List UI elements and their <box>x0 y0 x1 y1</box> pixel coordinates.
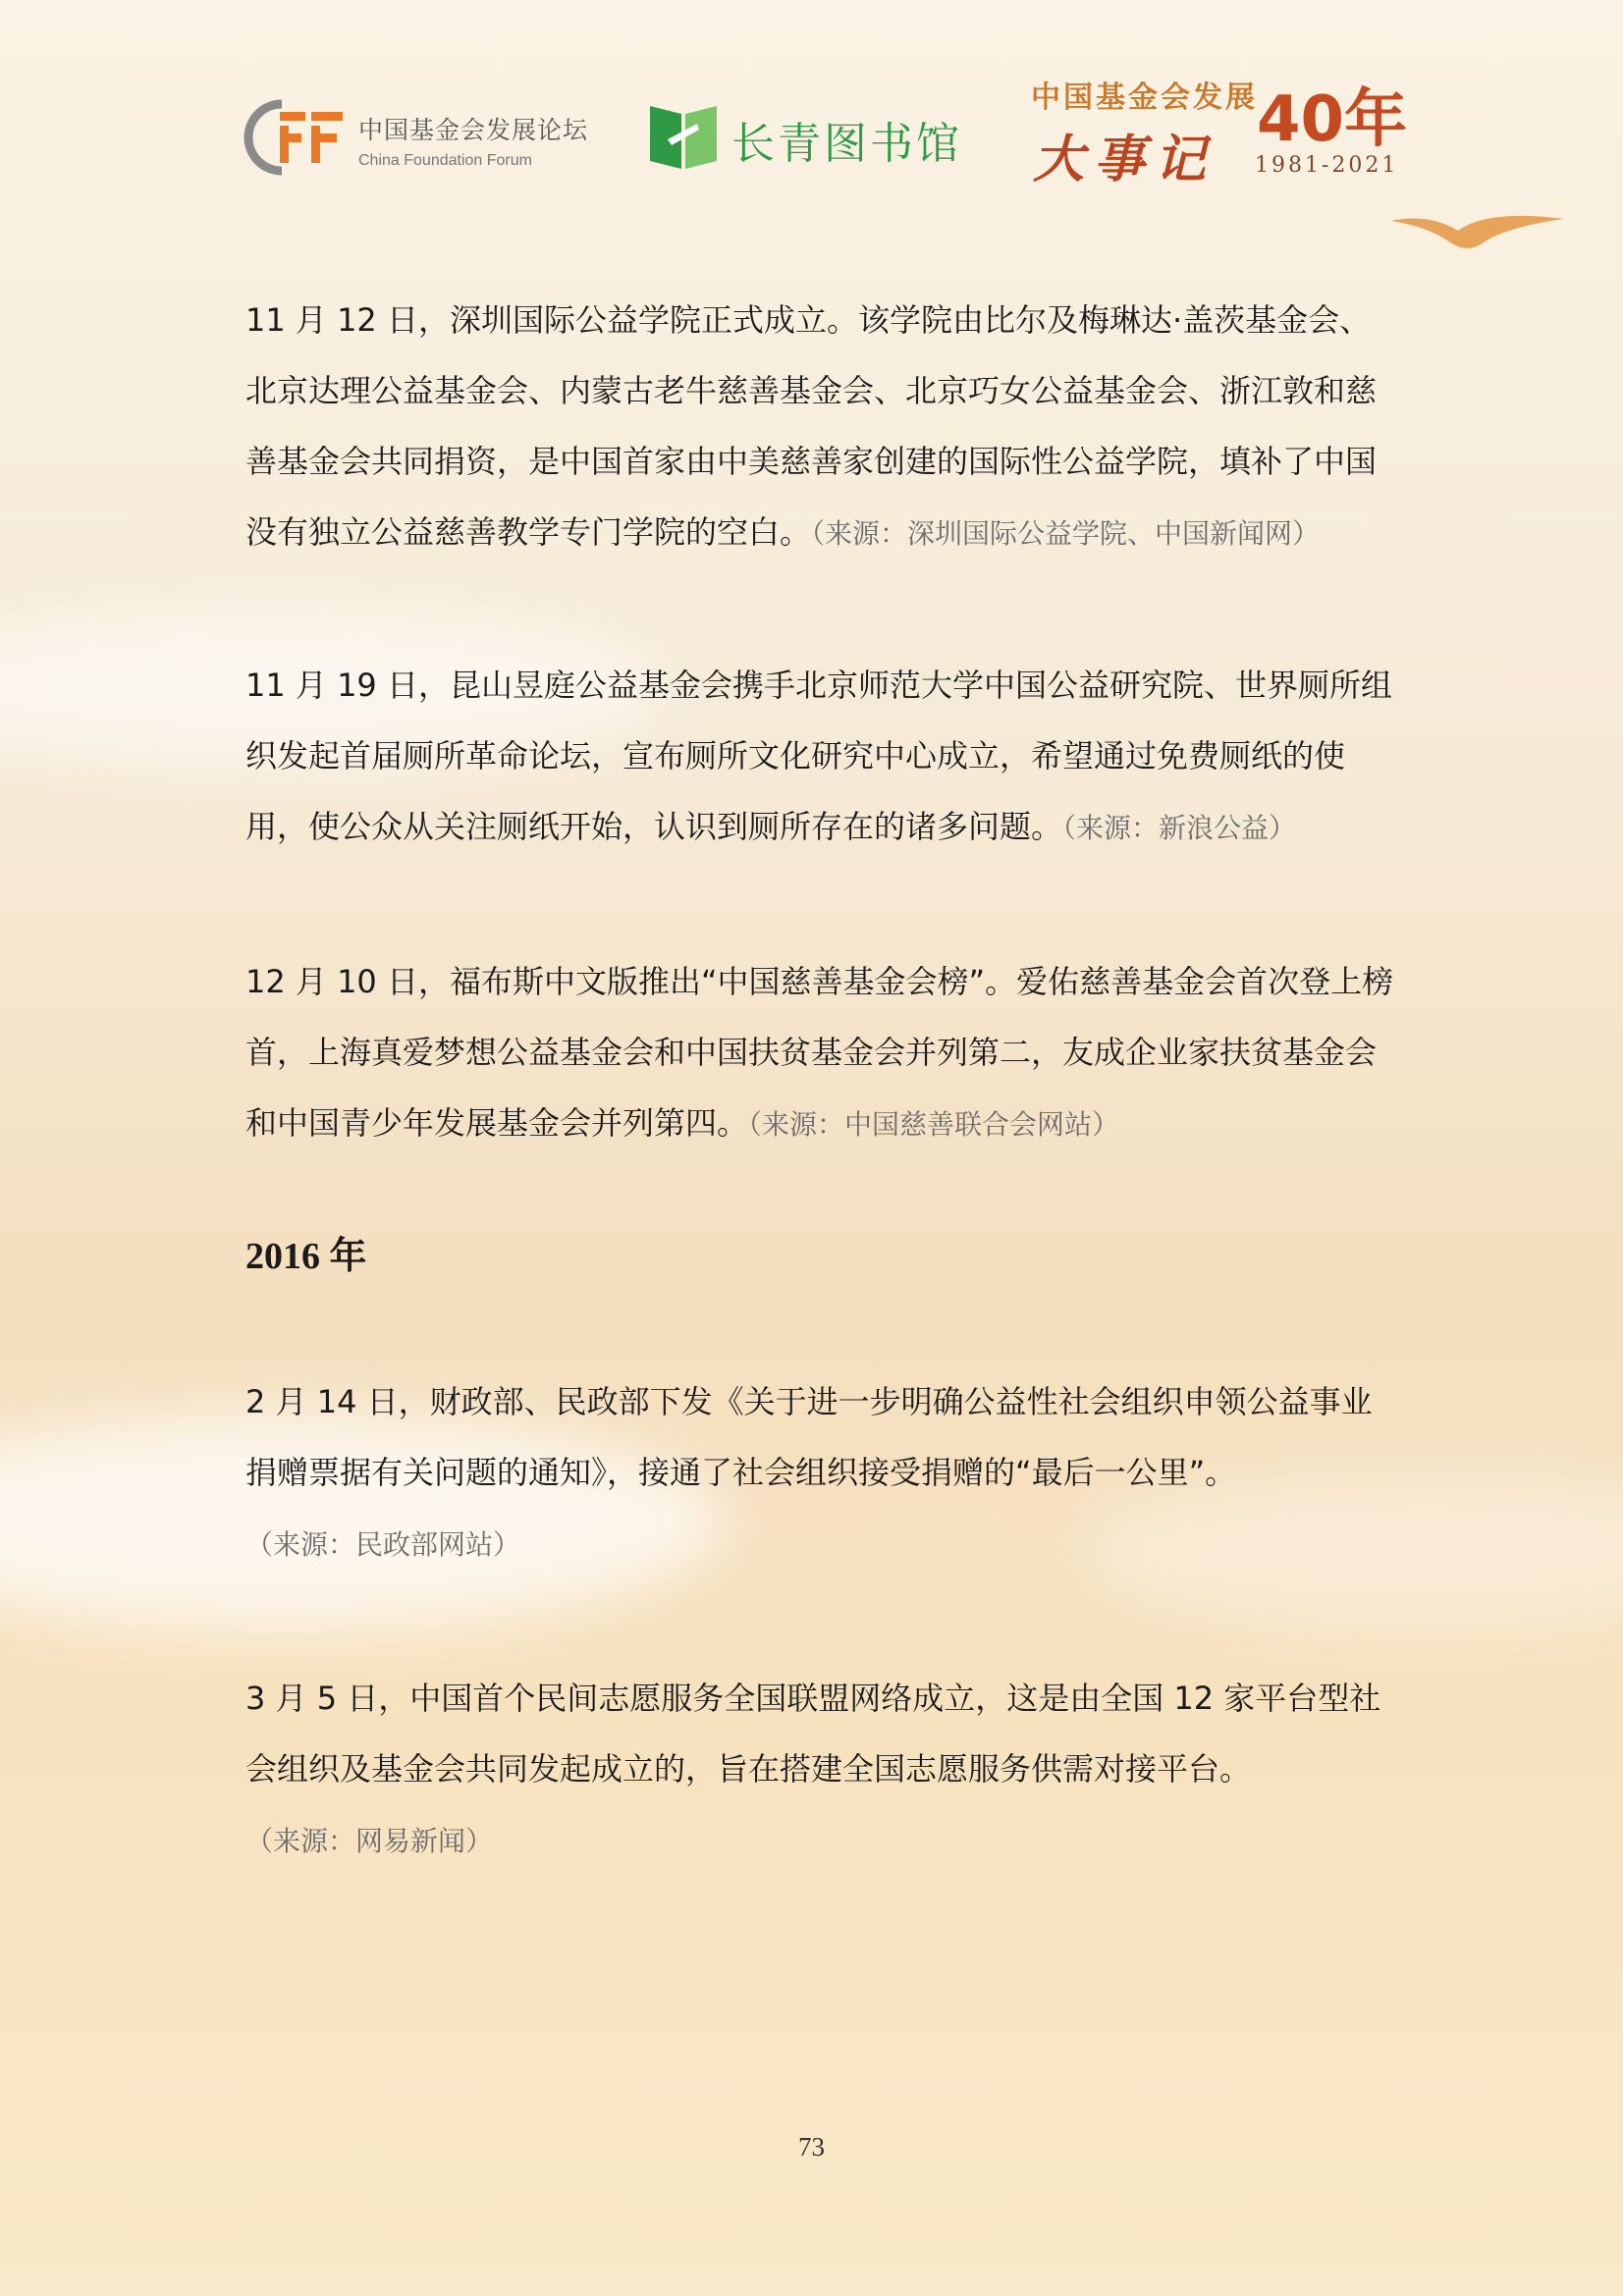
cff-logo-name-cn: 中国基金会发展论坛 <box>358 116 589 144</box>
chronicle-entry <box>245 1366 1394 1580</box>
entry-source: （来源：中国慈善联合会网站） <box>748 1108 1120 1141</box>
chronicle-entry <box>245 650 1394 864</box>
cff-logo-name-en: China Foundation Forum <box>358 152 532 169</box>
entry-text: 2 月 14 日，财政部、民政部下发《关于进一步明确公益性社会组织申领公益事业捐赠票据有关问题的通知》，接通了社会组织接受捐赠的“最后一公里”。 <box>245 1383 1373 1491</box>
entry-text: 11 月 12 日，深圳国际公益学院正式成立。该学院由比尔及梅琳达·盖茨基金会、北京达理公益基金会、内蒙古老牛慈善基金会、北京巧女公益基金会、浙江敦和慈善基金会共同捐资，是中国首家由中美慈善家创建的国际性公益学院，填补了中国没有独立公益慈善教学专门学院的空白。 <box>245 301 1378 551</box>
entry-source: （来源：民政部网站） <box>245 1528 521 1561</box>
page-number: 73 <box>798 2132 825 2162</box>
entry-text: 3 月 5 日，中国首个民间志愿服务全国联盟网络成立，这是由全国 12 家平台型社会组织及基金会共同发起成立的，旨在搭建全国志愿服务供需对接平台。 <box>245 1680 1381 1788</box>
chronicle-content <box>245 285 1394 1877</box>
cff-logo-text <box>358 111 588 170</box>
entry-source: （来源：新浪公益） <box>1062 812 1297 844</box>
chronicle-entry <box>245 1663 1394 1877</box>
entry-text: 11 月 19 日，昆山昱庭公益基金会携手北京师范大学中国公益研究院、世界厕所组织发起首届厕所革命论坛，宣布厕所文化研究中心成立，希望通过免费厕纸的使用，使公众从关注厕纸开始，认识到厕所存在的诸多问题。 <box>245 667 1392 845</box>
anniversary-logo-subtitle: 中国基金会发展 <box>1031 80 1258 115</box>
anniversary-logo-title: 大事记 <box>1033 130 1217 189</box>
flying-bird-icon <box>1389 201 1566 260</box>
entry-source: （来源：网易新闻） <box>245 1825 494 1857</box>
year-heading: 2016 年 <box>245 1236 367 1277</box>
chronicle-entry <box>245 285 1394 569</box>
chronicle-entry <box>245 946 1394 1160</box>
entry-text: 12 月 10 日，福布斯中文版推出“中国慈善基金会榜”。爱佑慈善基金会首次登上榜首，上海真爱梦想公益基金会和中国扶贫基金会并列第二，友成企业家扶贫基金会和中国青少年发展基金会并列第四。 <box>245 963 1394 1142</box>
anniversary-logo-40-years: 40年 <box>1257 83 1408 156</box>
entry-source: （来源：深圳国际公益学院、中国新闻网） <box>811 517 1321 550</box>
library-logo-text: 长青图书馆 <box>731 119 962 169</box>
anniversary-logo-year-range: 1981-2021 <box>1255 153 1399 178</box>
